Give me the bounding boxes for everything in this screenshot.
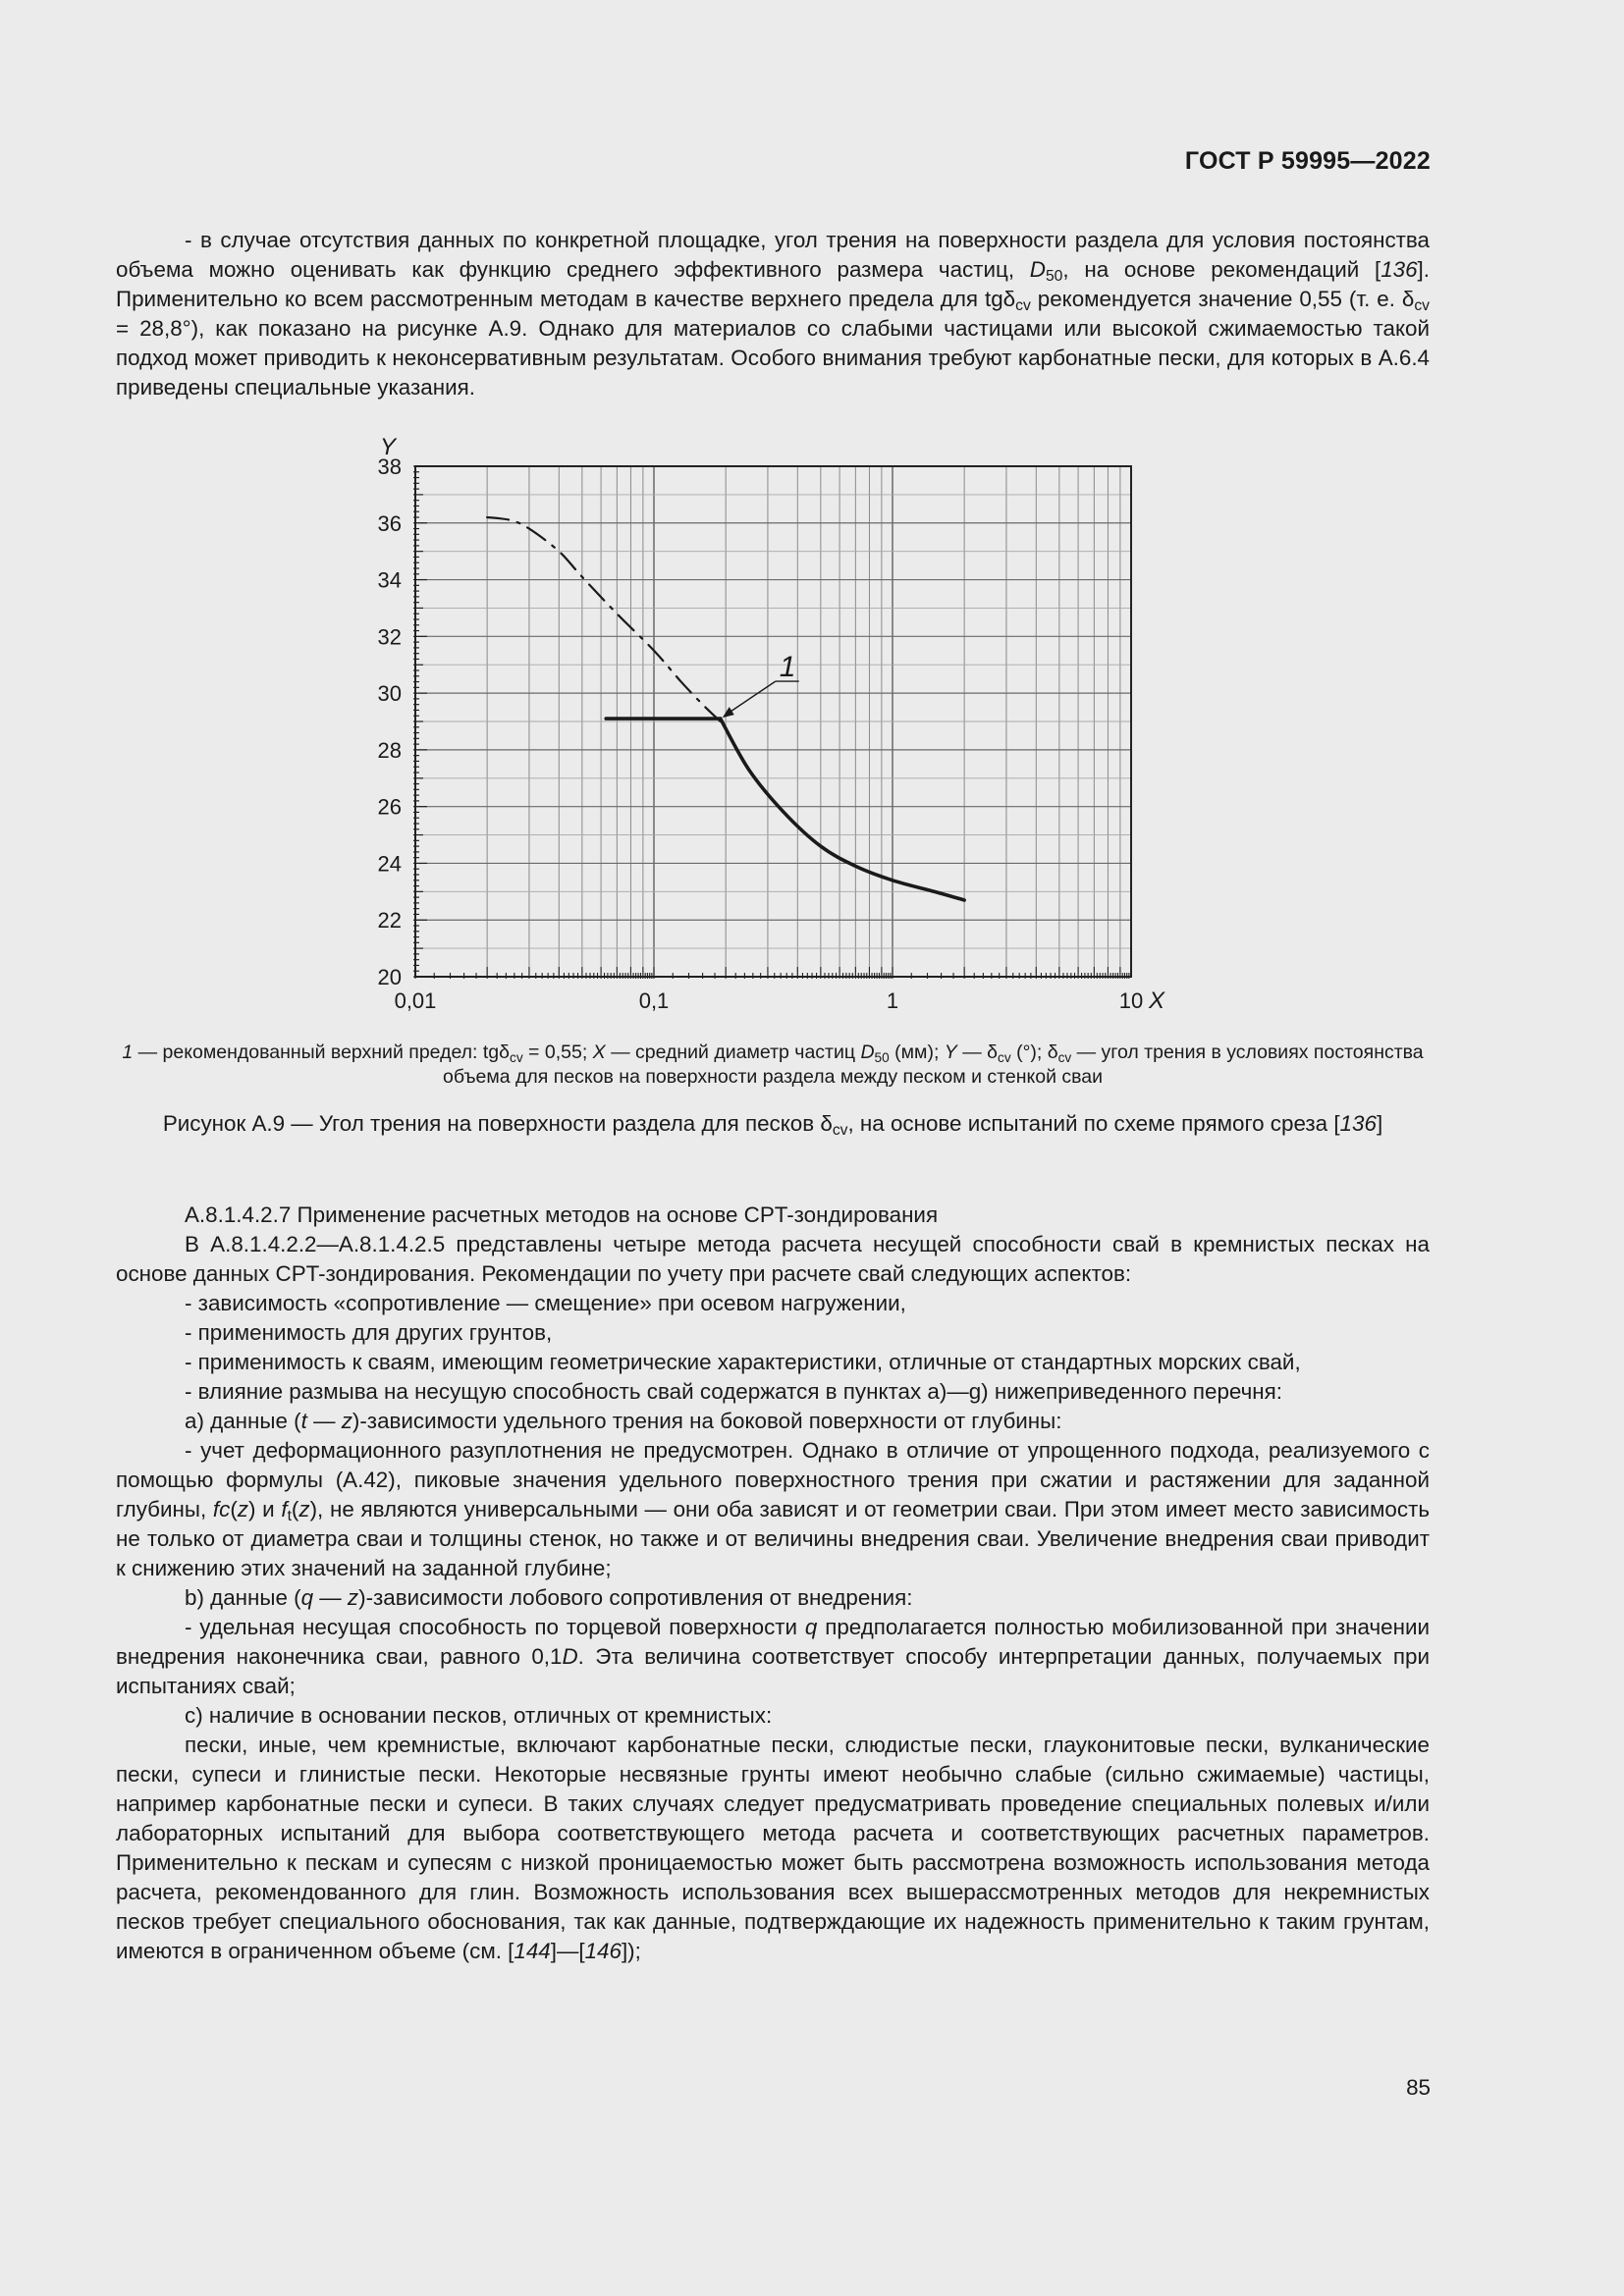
figure-title-text: ] <box>1376 1111 1383 1136</box>
item-c-paragraph: пески, иные, чем кремнистые, включают карбонатные пески, слюдистые пески, глауконитовые пески, вулканические пески, супеси и глинистые пески. Некоторые несвязные грунты имеют необычно слабые (сильно сжимаемые) частицы, например карбонатные пески и супеси. В таких случаях следует предусматривать проведение специальных полевых и/или лабораторных испытаний для выбора соответствующего метода расчета и соответствующих расчетных параметров. Применительно к пескам и супесям с низкой проницаемостью может быть рассмотрена возможность использования метода расчета, рекомендованного для глин. Возможность использования всех вышерассмотренных методов для некремнистых песков требует специального обоснования, так как данные, подтверждающие их надежность применительно к таким грунтам, имеются в ограниченном объеме (см. [144]—[146]); <box>116 1733 1430 1963</box>
intro-text: - в случае отсутствия данных по конкретной площадке, угол трения на поверхности раздела для условия постоянства объема можно оценивать как функцию среднего эффективного размера частиц, <box>116 228 1430 282</box>
x-axis-label: X <box>1149 988 1165 1011</box>
chart-grid <box>415 466 1131 977</box>
y-tick-label: 28 <box>377 737 402 763</box>
cv-subscript: cv <box>1057 1050 1072 1065</box>
x-tick-label: 10 <box>1118 988 1144 1011</box>
y-tick-label: 22 <box>377 908 402 934</box>
list-item: - применимость для других грунтов, <box>185 1320 553 1345</box>
item-a-paragraph: - учет деформационного разуплотнения не предусмотрен. Однако в отличие от упрощенного подхода, реализуемого с помощью формулы (А.42), пиковые значения удельного поверхностного трения при сжатии и растяжении для заданной глубины, fc(z) и $f_t(z)$, не являются универсальными — они оба зависят и от геометрии сваи. При этом имеет место зависимость не только от диаметра сваи и толщины стенок, но также и от величины внедрения сваи. Увеличение внедрения сваи приводит к снижению этих значений на заданной глубине; <box>116 1438 1430 1580</box>
chart-labels <box>378 434 1165 1011</box>
y-tick-label: 32 <box>377 624 402 650</box>
extrapolated-curve <box>487 517 721 721</box>
document-code-header: ГОСТ Р 59995—2022 <box>1184 147 1431 175</box>
cv-subscript: cv <box>1015 297 1031 314</box>
legend-marker: 1 <box>122 1041 134 1063</box>
list-item: - влияние размыва на несущую способность свай содержатся в пунктах а)—g) нижеприведенного перечня: <box>185 1379 1282 1404</box>
intro-text: рекомендуется значение 0,55 (т. е. δ <box>1030 287 1415 311</box>
item-b-paragraph: - удельная несущая способность по торцевой поверхности q предполагается полностью мобилизованной при значении внедрения наконечника сваи, равного 0,1D. Эта величина соответствует способу интерпретации данных, получаемых при испытаниях свай; <box>116 1615 1430 1698</box>
legend-x-symbol: X <box>592 1041 606 1063</box>
item-a-heading: а) данные (t — z)-зависимости удельного трения на боковой поверхности от глубины: <box>185 1409 1062 1433</box>
y-tick-label: 34 <box>377 567 402 593</box>
legend-text: — δ <box>956 1041 999 1063</box>
d50-subscript: 50 <box>1045 268 1063 285</box>
section-paragraph: В А.8.1.4.2.2—А.8.1.4.2.5 представлены четыре метода расчета несущей способности свай в кремнистых песках на основе данных CPT-зондирования. Рекомендации по учету при расчете свай следующих аспектов: <box>116 1232 1430 1286</box>
section-heading: А.8.1.4.2.7 Применение расчетных методов на основе CPT-зондирования <box>185 1202 939 1227</box>
friction-angle-chart <box>353 422 1198 1011</box>
figure-title-text: Рисунок А.9 — Угол трения на поверхности раздела для песков δ <box>162 1111 833 1136</box>
figure-legend <box>116 1041 1430 1090</box>
main-body <box>116 1201 1430 1966</box>
y-tick-label: 26 <box>377 794 402 820</box>
legend-y-symbol: Y <box>944 1041 957 1063</box>
annotation-arrowhead <box>723 707 734 718</box>
y-axis-label: Y <box>380 434 397 460</box>
y-tick-label: 24 <box>377 851 402 877</box>
d50-subscript: 50 <box>874 1050 890 1065</box>
intro-paragraph <box>116 226 1430 402</box>
d50-symbol: D <box>860 1041 875 1063</box>
y-tick-label: 38 <box>377 454 402 479</box>
figure-title-text: , на основе испытаний по схеме прямого среза [ <box>847 1111 1340 1136</box>
friction-angle-curve <box>721 719 964 900</box>
legend-text: — угол трения в условиях постоянства объема для песков на поверхности раздела между песком и стенкой сваи <box>442 1041 1424 1088</box>
page-number: 85 <box>1406 2075 1431 2100</box>
cv-subscript: cv <box>832 1122 848 1139</box>
legend-text: (мм); <box>889 1041 945 1063</box>
x-tick-label: 0,01 <box>394 988 437 1011</box>
intro-text: ]. Применительно ко всем рассмотренным методам в качестве верхнего предела для tgδ <box>116 257 1430 311</box>
intro-text: = 28,8°), как показано на рисунке А.9. Однако для материалов со слабыми частицами или высокой сжимаемостью такой подход может приводить к неконсервативным результатам. Особого внимания требуют карбонатные пески, для которых в А.6.4 приведены специальные указания. <box>116 316 1430 400</box>
intro-text: , на основе рекомендаций [ <box>1062 257 1381 282</box>
legend-text: = 0,55; <box>522 1041 593 1063</box>
list-item: - зависимость «сопротивление — смещение» при осевом нагружении, <box>185 1291 906 1315</box>
legend-text: — средний диаметр частиц <box>605 1041 861 1063</box>
cv-subscript: cv <box>1414 297 1430 314</box>
list-item: - применимость к сваям, имеющим геометрические характеристики, отличные от стандартных морских свай, <box>185 1350 1301 1374</box>
figure-title <box>116 1109 1430 1139</box>
cv-subscript: cv <box>510 1050 523 1065</box>
item-b-heading: b) данные (q — z)-зависимости лобового сопротивления от внедрения: <box>185 1585 913 1610</box>
annotation-label: 1 <box>779 651 796 684</box>
y-tick-label: 20 <box>377 965 402 989</box>
cv-subscript: cv <box>998 1050 1011 1065</box>
reference: 136 <box>1339 1111 1377 1136</box>
y-tick-label: 30 <box>377 681 402 707</box>
item-c-heading: с) наличие в основании песков, отличных от кремнистых: <box>185 1703 773 1728</box>
reference: 136 <box>1380 257 1418 282</box>
legend-text: — рекомендованный верхний предел: tgδ <box>133 1041 510 1063</box>
x-tick-label: 0,1 <box>638 988 670 1011</box>
x-tick-label: 1 <box>886 988 899 1011</box>
chart-ticks <box>413 466 1129 979</box>
legend-text: (°); δ <box>1010 1041 1058 1063</box>
y-tick-label: 36 <box>377 510 402 536</box>
d50-symbol: D <box>1029 257 1046 282</box>
